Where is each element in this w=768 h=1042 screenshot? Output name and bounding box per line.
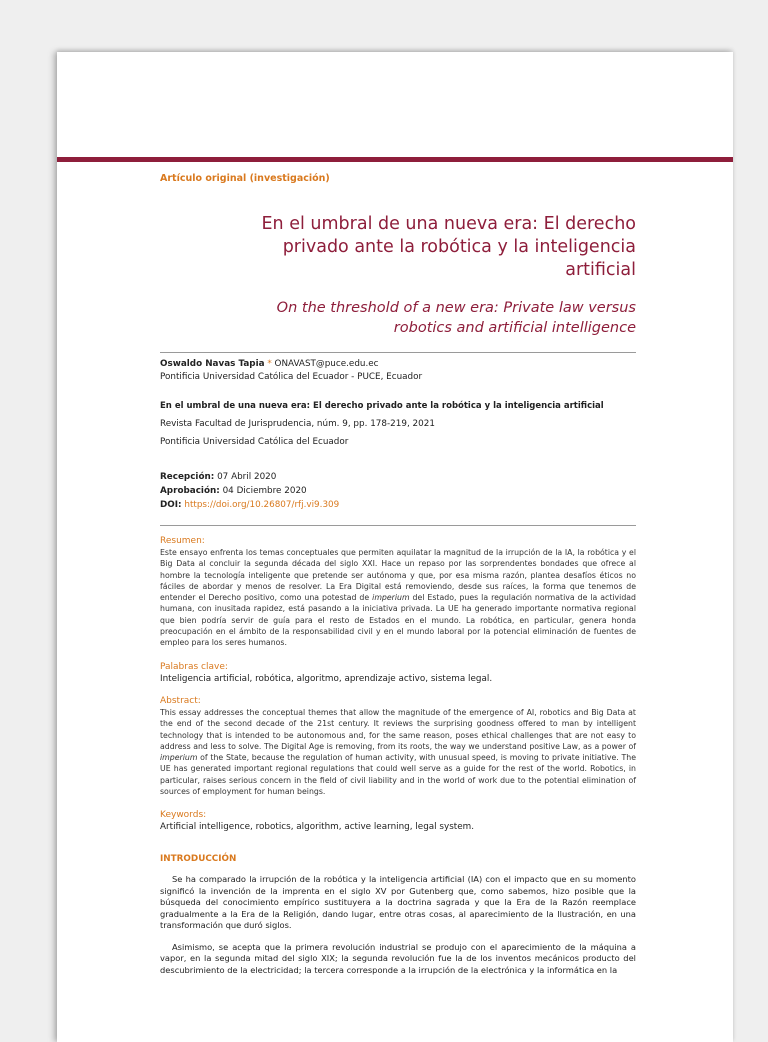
dates-block xyxy=(160,470,339,512)
author-block xyxy=(160,358,422,384)
abstract-heading: Abstract: xyxy=(160,696,201,706)
approved-date: 04 Diciembre 2020 xyxy=(222,486,307,496)
resumen-heading: Resumen: xyxy=(160,536,205,546)
doi-link[interactable]: https://doi.org/10.26807/rfj.vi9.309 xyxy=(184,500,340,510)
author-name: Oswaldo Navas Tapia xyxy=(160,359,265,369)
resumen-section xyxy=(160,536,636,649)
keywords-text: Artificial intelligence, robotics, algorithm, active learning, legal system. xyxy=(160,822,475,832)
resumen-text: Este ensayo enfrenta los temas conceptuales que permiten aquilatar la magnitud de la irrupción de la IA, la robótica y el Big Data al concluir la segunda década del siglo XXI. Hace un repaso por las sorprendentes bondades que ofrece al hombre la tecnología inteligente que pretende ser autónoma y que, por esa misma razón, plantea desafíos éticos no fáciles de abordar y menos de resolver. La Era Digital está removiendo, desde sus raíces, la forma que tenemos de entender el Derecho positivo, como una potestad de imperium del Estado, pues la regulación normativa de la actividad humana, con inusitada rapidez, está pasando a la iniciativa privada. La UE ha generado importante normativa regional que bien podría servir de guía para el resto de Estados en el mundo. La robótica, en particular, genera honda preocupación en el ámbito de la responsabilidad civil y en el mundo laboral por la potencial eliminación de fuentes de empleo para los seres humanos. xyxy=(160,548,636,648)
received-date: 07 Abril 2020 xyxy=(217,472,277,482)
title-spanish: En el umbral de una nueva era: El derecho privado ante la robótica y la inteligencia artificial xyxy=(261,214,636,280)
palabras-clave-section xyxy=(160,662,636,685)
keywords-section xyxy=(160,810,636,833)
header-band xyxy=(57,157,733,162)
citation-title: En el umbral de una nueva era: El derecho privado ante la robótica y la inteligencia artificial xyxy=(160,401,604,411)
doi-label: DOI: xyxy=(160,500,182,510)
abstract-section xyxy=(160,696,636,797)
divider xyxy=(160,352,636,353)
author-note-marker[interactable]: * xyxy=(267,359,272,369)
abstract-text: This essay addresses the conceptual themes that allow the magnitude of the emergence of AI, robotics and Big Data at the end of the second decade of the 21st century. It reviews the surprising goodness offered to man by intelligent technology that is intended to be autonomous and, for the same reason, poses ethical challenges that are not easy to address and less to solve. The Digital Age is removing, from its roots, the way we understand positive Law, as a power of imperium of the State, because the regulation of human activity, with unusual speed, is moving to private initiative. The UE has generated important regional regulations that could well serve as a guide for the rest of the world. Robotics, in particular, raises serious concern in the field of civil liability and in the world of work due to the potential elimination of sources of employment for human beings. xyxy=(160,708,636,797)
introduccion-paragraph-1: Se ha comparado la irrupción de la robótica y la inteligencia artificial (IA) con el impacto que en su momento significó la invención de la imprenta en el siglo XV por Gutenberg que, como sabemos, hizo posible que la búsqueda del conocimiento empírico sustituyera a la doctrina sagrada y que la Era de la Razón reemplace gradualmente a la Era de la Religión, dando lugar, entre otras cosas, al aparecimiento de la Ilustración, en una transformación que duró siglos. xyxy=(160,874,636,930)
citation-journal: Revista Facultad de Jurisprudencia, núm. 9, pp. 178-219, 2021 xyxy=(160,419,435,429)
author-email[interactable]: ONAVAST@puce.edu.ec xyxy=(274,359,379,369)
introduccion-heading: INTRODUCCIÓN xyxy=(160,854,237,864)
divider xyxy=(160,525,636,526)
palabras-clave-text: Inteligencia artificial, robótica, algoritmo, aprendizaje activo, sistema legal. xyxy=(160,674,493,684)
received-label: Recepción: xyxy=(160,472,215,482)
title-english: On the threshold of a new era: Private law versus robotics and artificial intelligence xyxy=(276,300,636,336)
citation-publisher: Pontificia Universidad Católica del Ecuador xyxy=(160,437,349,447)
keywords-heading: Keywords: xyxy=(160,810,207,820)
palabras-clave-heading: Palabras clave: xyxy=(160,662,228,672)
article-type-label: Artículo original (investigación) xyxy=(160,173,330,184)
introduccion-section xyxy=(160,854,636,976)
document-page xyxy=(57,52,733,1042)
introduccion-paragraph-2: Asimismo, se acepta que la primera revolución industrial se produjo con el aparecimiento de la máquina a vapor, en la segunda mitad del siglo XIX; la segunda revolución fue la de los inventos mecánicos producto del descubrimiento de la electricidad; la tercera corresponde a la irrupción de la electrónica y la informática en la xyxy=(160,941,636,975)
approved-label: Aprobación: xyxy=(160,486,220,496)
author-affiliation: Pontificia Universidad Católica del Ecuador - PUCE, Ecuador xyxy=(160,372,423,382)
